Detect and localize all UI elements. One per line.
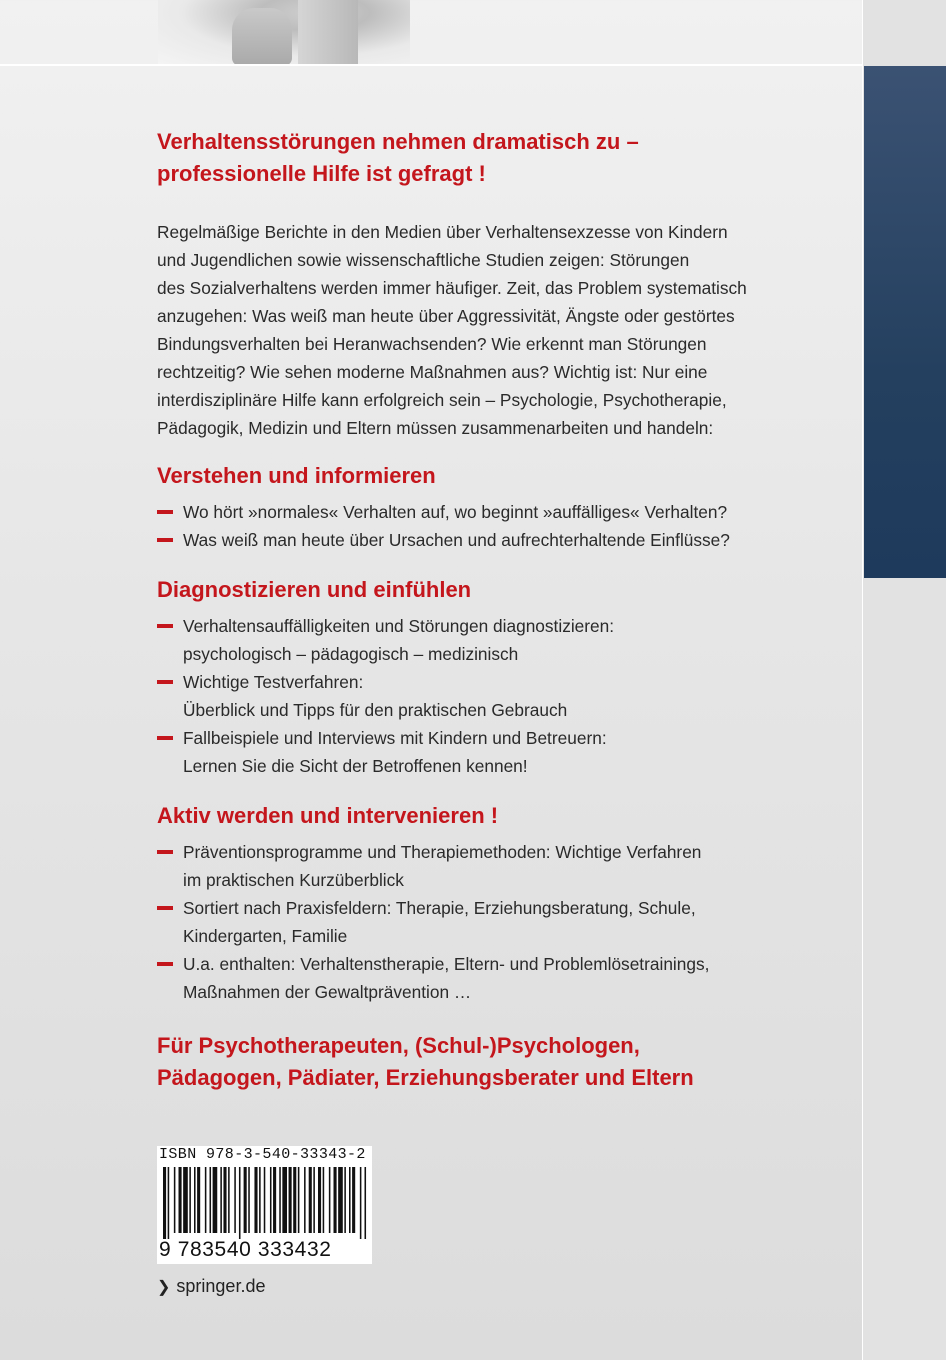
list-item-line: Kindergarten, Familie [183,926,348,946]
section-aktiv [157,802,817,1006]
barcode-bar [244,1167,247,1233]
barcode-bar [168,1167,170,1239]
list-item [157,498,817,526]
barcode-bar [174,1167,176,1233]
isbn-number: ISBN 978-3-540-33343-2 [159,1146,366,1163]
barcode-bar [254,1167,257,1233]
barcode-bar [183,1167,188,1233]
barcode-bar [179,1167,182,1233]
section-diagnostizieren [157,576,817,780]
list-item-line: Lernen Sie die Sicht der Betroffenen kennen! [183,756,528,776]
barcode-bar [213,1167,218,1233]
list-item [157,950,817,1006]
barcode-bar [223,1167,226,1233]
barcode-bar [270,1167,272,1233]
barcode-bar [313,1167,315,1233]
back-cover-text [157,126,817,1094]
section-list [157,498,817,554]
blue-accent-bar [864,66,946,578]
barcode-bar [259,1167,261,1233]
barcode-bar [318,1167,321,1233]
barcode-bar [264,1167,266,1233]
list-item-line: Sortiert nach Praxisfeldern: Therapie, Erziehungsberatung, Schule, [183,898,696,918]
headline-line: Verhaltensstörungen nehmen dramatisch zu – [157,129,639,154]
audience-line: Pädagogen, Pädiater, Erziehungsberater und Eltern [157,1065,694,1090]
photo-fist [232,8,292,64]
barcode-bar [220,1167,222,1233]
section-title: Diagnostizieren und einfühlen [157,577,472,602]
list-item [157,724,817,780]
publisher-link[interactable] [157,1276,265,1297]
isbn-barcode [157,1146,372,1264]
intro-line: rechtzeitig? Wie sehen moderne Maßnahmen aus? Wichtig ist: Nur eine [157,362,708,382]
barcode-bar [344,1167,346,1233]
list-item [157,526,817,554]
list-item-line: Verhaltensauffälligkeiten und Störungen diagnostizieren: [183,616,615,636]
list-item-line: im praktischen Kurzüberblick [183,870,404,890]
barcode-bars [161,1167,369,1239]
intro-line: und Jugendlichen sowie wissenschaftliche Studien zeigen: Störungen [157,250,690,270]
dash-bullet-icon [157,510,173,514]
list-item-line: psychologisch – pädagogisch – medizinisch [183,644,519,664]
barcode-bar [239,1167,241,1239]
publisher-site: springer.de [176,1276,266,1296]
list-item [157,612,817,668]
list-item [157,668,817,724]
barcode-bar [205,1167,207,1233]
barcode-bar [329,1167,331,1233]
intro-line: anzugehen: Was weiß man heute über Aggressivität, Ängste oder gestörtes [157,306,735,326]
dash-bullet-icon [157,538,173,542]
barcode-bar [323,1167,325,1233]
barcode-bar [194,1167,196,1233]
barcode-bar [309,1167,312,1233]
list-item-line: Wo hört »normales« Verhalten auf, wo beginnt »auffälliges« Verhalten? [183,502,728,522]
barcode-bar [365,1167,367,1239]
barcode-bar [234,1167,236,1233]
barcode-bar [228,1167,230,1233]
barcode-bar [360,1167,362,1239]
list-item-line: U.a. enthalten: Verhaltenstherapie, Eltern- und Problemlösetrainings, [183,954,710,974]
intro-line: des Sozialverhaltens werden immer häufiger. Zeit, das Problem systematisch [157,278,747,298]
audience-statement [157,1030,817,1094]
audience-line: Für Psychotherapeuten, (Schul-)Psychologen, [157,1033,640,1058]
dash-bullet-icon [157,624,173,628]
intro-line: interdisziplinäre Hilfe kann erfolgreich sein – Psychologie, Psychotherapie, [157,390,727,410]
cover-photo-fist [158,0,410,64]
dash-bullet-icon [157,850,173,854]
barcode-bar [163,1167,166,1239]
list-item-line: Präventionsprogramme und Therapiemethoden: Wichtige Verfahren [183,842,702,862]
dash-bullet-icon [157,962,173,966]
barcode-bar [349,1167,351,1233]
barcode-bar [210,1167,212,1233]
section-title: Verstehen und informieren [157,463,436,488]
list-item-line: Maßnahmen der Gewaltprävention … [183,982,472,1002]
list-item-line: Wichtige Testverfahren: [183,672,364,692]
barcode-bar [334,1167,337,1233]
section-list [157,838,817,1006]
dash-bullet-icon [157,680,173,684]
list-item [157,838,817,894]
barcode-bar [279,1167,281,1233]
intro-paragraph [157,218,817,442]
list-item-line: Überblick und Tipps für den praktischen Gebrauch [183,700,568,720]
headline [157,126,817,190]
barcode-bar [304,1167,306,1233]
chevron-right-icon: ❯ [157,1279,171,1296]
intro-line: Pädagogik, Medizin und Eltern müssen zusammenarbeiten und handeln: [157,418,714,438]
section-verstehen [157,462,817,554]
barcode-bar [189,1167,191,1233]
section-title: Aktiv werden und intervenieren ! [157,803,499,828]
barcode-bar [197,1167,200,1233]
top-divider [0,64,862,66]
dash-bullet-icon [157,906,173,910]
barcode-bar [352,1167,355,1233]
intro-line: Bindungsverhalten bei Heranwachsenden? Wie erkennt man Störungen [157,334,707,354]
barcode-bar [289,1167,292,1233]
barcode-bar [248,1167,250,1233]
dash-bullet-icon [157,736,173,740]
barcode-bar [282,1167,287,1233]
list-item [157,894,817,950]
list-item-line: Was weiß man heute über Ursachen und aufrechterhaltende Einflüsse? [183,530,730,550]
barcode-digits: 9 783540 333432 [159,1238,332,1261]
barcode-bar [293,1167,296,1233]
barcode-bar [298,1167,300,1233]
intro-line: Regelmäßige Berichte in den Medien über Verhaltensexzesse von Kindern [157,222,728,242]
photo-arm [298,0,358,64]
list-item-line: Fallbeispiele und Interviews mit Kindern und Betreuern: [183,728,607,748]
section-list [157,612,817,780]
barcode-bar [273,1167,276,1233]
headline-line: professionelle Hilfe ist gefragt ! [157,161,486,186]
barcode-bar [338,1167,343,1233]
